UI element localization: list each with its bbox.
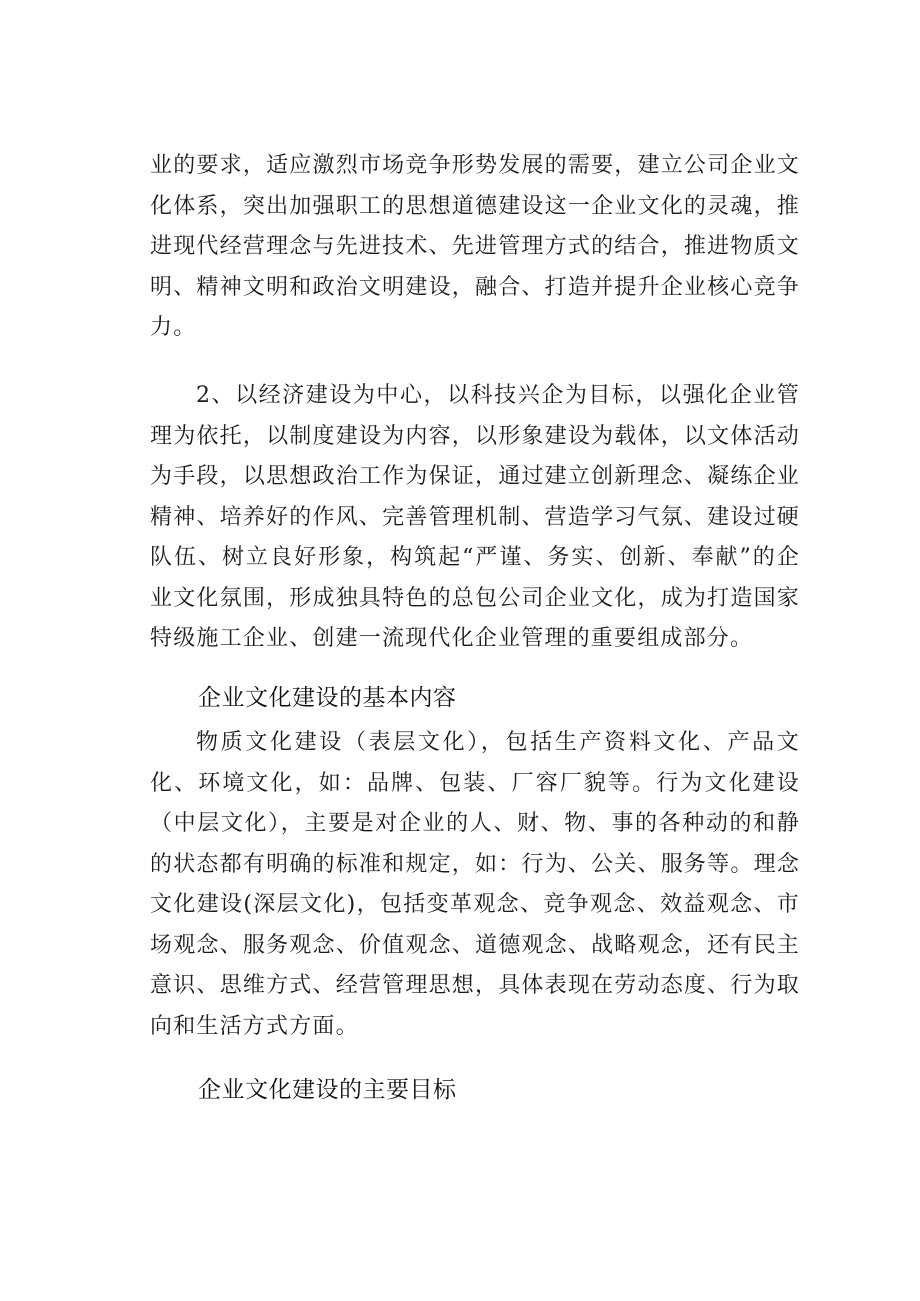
section-heading-basic-content: 企业文化建设的基本内容: [198, 685, 457, 711]
paragraph-continuation: 业的要求，适应激烈市场竞争形势发展的需要，建立公司企业文化体系，突出加强职工的思想道德建设这一企业文化的灵魂，推进现代经营理念与先进技术、先进管理方式的结合，推进物质文明、精神文明和政治文明建设，融合、打造并提升企业核心竞争力。: [150, 153, 800, 340]
paragraph-item-2: 2、以经济建设为中心，以科技兴企为目标，以强化企业管理为依托，以制度建设为内容，以形象建设为载体，以文体活动为手段，以思想政治工作为保证，通过建立创新理念、凝练企业精神、培养好的作风、完善管理机制、营造学习气氛、建设过硬队伍、树立良好形象，构筑起“严谨、务实、创新、奉献”的企业文化氛围，形成独具特色的总包公司企业文化，成为打造国家特级施工企业、创建一流现代化企业管理的重要组成部分。: [150, 383, 800, 651]
paragraph-basic-content: 物质文化建设（表层文化），包括生产资料文化、产品文化、环境文化，如：品牌、包装、厂容厂貌等。行为文化建设（中层文化），主要是对企业的人、财、物、事的各种动的和静的状态都有明确的标准和规定，如：行为、公关、服务等。理念文化建设(深层文化)，包括变革观念、竞争观念、效益观念、市场观念、服务观念、价值观念、道德观念、战略观念，还有民主意识、思维方式、经营管理思想，具体表现在劳动态度、行为取向和生活方式方面。: [150, 730, 800, 1039]
section-heading-main-goals: 企业文化建设的主要目标: [198, 1077, 457, 1103]
